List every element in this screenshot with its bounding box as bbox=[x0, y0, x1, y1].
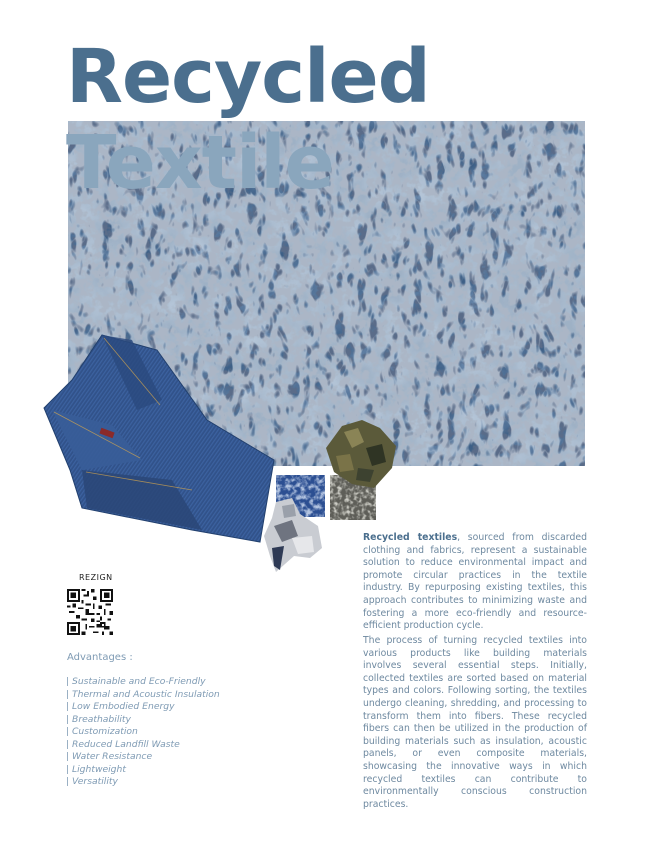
advantage-item: | Breathability bbox=[66, 713, 131, 725]
advantages-heading: Advantages : bbox=[67, 652, 133, 663]
advantage-item: | Versatility bbox=[66, 776, 118, 787]
advantages-list bbox=[66, 676, 220, 789]
description-paragraph-2: The process of turning recycled textiles into various products like building materials involves several essential steps. Initially, collected textiles are sorted based on material types and colors. Following sorting, the textiles undergo cleaning, shredding, and processing to transform them into fibers. These recycled fibers can then be utilized in the production of building materials such as insulation, acoustic panels, or even composite materials, showcasing the innovative ways in which recycled textiles can contribute to environmentally conscious construction practices. bbox=[363, 635, 587, 810]
qr-code-icon[interactable] bbox=[67, 589, 113, 635]
advantage-item: | Sustainable and Eco-Friendly bbox=[66, 676, 206, 687]
advantage-item: | Thermal and Acoustic Insulation bbox=[66, 688, 220, 700]
description-lead: Recycled textiles bbox=[363, 532, 458, 543]
camouflage-fabric-image bbox=[322, 418, 398, 490]
title-textile: Textile bbox=[66, 120, 334, 206]
brand-label: REZIGN bbox=[79, 573, 113, 582]
textile-scraps-image bbox=[262, 496, 324, 574]
advantage-item: | Lightweight bbox=[66, 763, 126, 775]
advantage-item: | Customization bbox=[66, 726, 138, 737]
advantage-item: | Low Embodied Energy bbox=[66, 701, 175, 712]
denim-jeans-image bbox=[42, 330, 276, 545]
description-p1-text: , sourced from discarded clothing and fabrics, represent a sustainable solution to reduce environmental impact and promote circular practices in the textile industry. By repurposing existing textiles, this approach contributes to minimizing waste and fostering a more eco-friendly and resource-efficient production cycle. bbox=[363, 532, 587, 632]
advantage-item: | Reduced Landfill Waste bbox=[66, 738, 180, 750]
title-recycled: Recycled bbox=[66, 34, 430, 120]
description-paragraph-1 bbox=[363, 532, 587, 633]
advantage-item: | Water Resistance bbox=[66, 751, 153, 762]
